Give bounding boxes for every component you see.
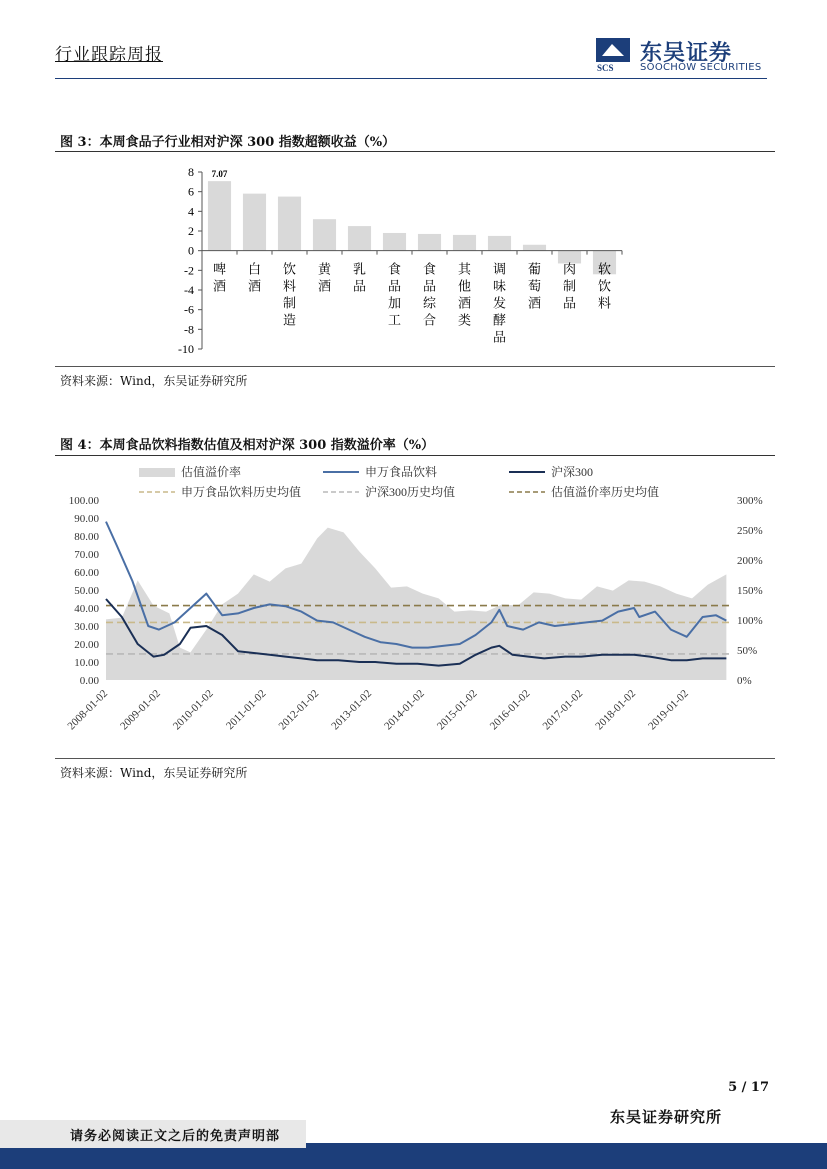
logo-name-en: SOOCHOW SECURITIES <box>640 62 762 73</box>
bar <box>313 219 336 250</box>
category-label-char: 品 <box>422 278 437 294</box>
x-tick-label: 2017-01-02 <box>540 687 586 733</box>
figure4-title: 图 4：本周食品饮料指数估值及相对沪深 300 指数溢价率（%） <box>60 438 435 453</box>
y-tick-label: -8 <box>184 322 194 337</box>
category-label-char: 类 <box>457 312 472 328</box>
x-tick-label: 2015-01-02 <box>434 687 480 733</box>
category-label-char: 酵 <box>492 312 507 328</box>
category-label-char: 饮 <box>597 278 612 294</box>
legend-label: 估值溢价率 <box>181 465 242 479</box>
y-tick-label: 8 <box>188 165 194 179</box>
y-tick-label: 4 <box>188 204 194 219</box>
category-label-char: 食 <box>387 261 402 277</box>
bar <box>383 233 406 251</box>
x-tick-label: 2011-01-02 <box>224 687 269 733</box>
legend-label: 估值溢价率历史均值 <box>551 485 660 499</box>
category-label-char: 制 <box>562 278 577 294</box>
y-left-tick-label: 30.00 <box>74 621 99 633</box>
bar <box>453 235 476 251</box>
x-tick-label: 2009-01-02 <box>118 687 163 733</box>
y-left-tick-label: 60.00 <box>74 567 99 579</box>
figure4-chart <box>55 456 775 758</box>
category-label-char: 萄 <box>527 278 542 294</box>
category-label-char: 酒 <box>212 278 227 294</box>
y-right-tick-label: 300% <box>737 495 763 507</box>
category-label-char: 葡 <box>527 261 542 277</box>
y-left-tick-label: 70.00 <box>74 549 99 561</box>
legend-label: 沪深300 <box>551 465 594 479</box>
y-tick-label: -4 <box>184 283 194 297</box>
category-label-char: 其 <box>457 261 472 277</box>
category-label-char: 饮 <box>282 261 297 277</box>
y-tick-label: -10 <box>178 342 194 356</box>
figure3-source: 资料来源：Wind，东吴证券研究所 <box>60 374 248 388</box>
y-right-tick-label: 250% <box>737 525 763 537</box>
category-label-char: 品 <box>562 295 577 311</box>
bar <box>208 181 231 251</box>
category-label-char: 酒 <box>317 278 332 294</box>
x-tick-label: 2012-01-02 <box>276 687 322 733</box>
category-label-char: 软 <box>597 261 612 277</box>
legend-label: 申万食品饮料历史均值 <box>181 485 302 499</box>
figure4-bottom-rule <box>55 758 775 759</box>
y-tick-label: -6 <box>184 302 194 317</box>
y-left-tick-label: 0.00 <box>79 675 99 687</box>
category-label-char: 他 <box>457 278 472 294</box>
logo-mark-icon <box>596 38 636 72</box>
logo-name: 东吴证券 <box>640 41 733 66</box>
figure3-title: 图 3：本周食品子行业相对沪深 300 指数超额收益（%） <box>60 135 396 150</box>
bar <box>488 236 511 251</box>
page-number: 5 / 17 <box>728 1080 769 1095</box>
category-label-char: 发 <box>492 295 507 311</box>
category-label-char: 制 <box>282 295 297 311</box>
x-tick-label: 2018-01-02 <box>593 687 639 733</box>
category-label-char: 酒 <box>527 295 542 311</box>
y-left-tick-label: 20.00 <box>74 639 99 651</box>
y-right-tick-label: 200% <box>737 555 763 567</box>
category-label-char: 酒 <box>247 278 262 294</box>
category-label-char: 品 <box>387 278 402 294</box>
data-label: 7.07 <box>211 169 228 180</box>
y-right-tick-label: 150% <box>737 585 763 597</box>
figure4-source: 资料来源：Wind，东吴证券研究所 <box>60 766 248 780</box>
x-tick-label: 2016-01-02 <box>487 687 533 733</box>
category-label-char: 工 <box>387 312 402 328</box>
y-tick-label: 6 <box>188 184 194 199</box>
category-label-char: 造 <box>282 312 297 328</box>
bar <box>348 226 371 251</box>
category-label-char: 白 <box>247 261 262 277</box>
category-label-char: 料 <box>282 278 297 294</box>
y-tick-label: 0 <box>188 243 194 258</box>
x-tick-label: 2019-01-02 <box>646 687 691 733</box>
category-label-char: 品 <box>492 329 507 345</box>
category-label-char: 调 <box>492 261 507 277</box>
x-tick-label: 2010-01-02 <box>170 687 216 733</box>
y-left-tick-label: 10.00 <box>74 657 99 669</box>
y-left-tick-label: 40.00 <box>74 603 99 615</box>
x-tick-label: 2008-01-02 <box>65 687 111 733</box>
legend-label: 沪深300历史均值 <box>365 485 456 499</box>
premium-area <box>106 528 726 680</box>
figure3-chart <box>55 152 775 366</box>
logo-mark-text: SCS <box>597 63 614 72</box>
y-right-tick-label: 100% <box>737 615 763 627</box>
x-tick-label: 2014-01-02 <box>382 687 427 733</box>
legend-swatch <box>139 468 175 477</box>
y-left-tick-label: 100.00 <box>68 495 99 507</box>
footer-disclaimer: 请务必阅读正文之后的免责声明部 <box>70 1129 281 1144</box>
report-type: 行业跟踪周报 <box>55 45 163 65</box>
y-left-tick-label: 80.00 <box>74 531 99 543</box>
category-label-char: 料 <box>597 295 612 311</box>
bar <box>278 197 301 251</box>
legend-label: 申万食品饮料 <box>365 465 438 479</box>
category-label-char: 味 <box>492 278 507 294</box>
y-right-tick-label: 50% <box>737 645 758 657</box>
y-left-tick-label: 50.00 <box>74 585 99 597</box>
footer-company: 东吴证券研究所 <box>610 1108 723 1126</box>
category-label-char: 合 <box>422 312 437 328</box>
category-label-char: 综 <box>422 295 437 311</box>
bar <box>243 194 266 251</box>
category-label-char: 食 <box>422 261 437 277</box>
category-label-char: 肉 <box>562 261 577 277</box>
category-label-char: 酒 <box>457 295 472 311</box>
category-label-char: 啤 <box>212 261 227 277</box>
figure3-bottom-rule <box>55 366 775 367</box>
y-left-tick-label: 90.00 <box>74 513 99 525</box>
x-tick-label: 2013-01-02 <box>329 687 375 733</box>
bar <box>523 245 546 251</box>
y-tick-label: 2 <box>188 224 194 238</box>
y-tick-label: -2 <box>184 263 194 278</box>
bar <box>418 234 441 251</box>
category-label-char: 黄 <box>317 261 332 277</box>
category-label-char: 品 <box>352 278 367 294</box>
category-label-char: 加 <box>387 295 402 311</box>
y-right-tick-label: 0% <box>737 675 752 687</box>
category-label-char: 乳 <box>352 261 367 277</box>
header-rule <box>55 78 767 79</box>
